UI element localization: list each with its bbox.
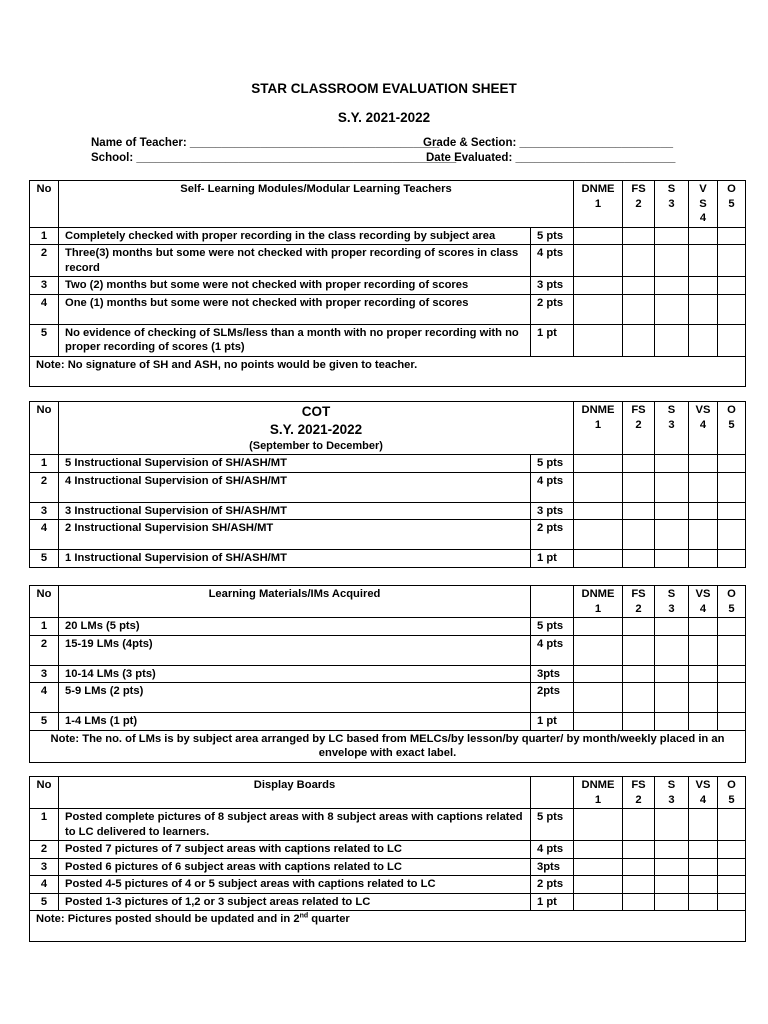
row-number: 3 bbox=[30, 502, 59, 520]
criterion-text: Completely checked with proper recording in the class recording by subject area bbox=[59, 227, 531, 245]
table-row bbox=[30, 635, 746, 665]
rating-header-s: S 3 bbox=[655, 402, 689, 455]
rating-cell-dnme[interactable] bbox=[574, 550, 623, 568]
rating-cell-fs[interactable] bbox=[623, 893, 655, 911]
rating-cell-s[interactable] bbox=[655, 893, 689, 911]
no-header: No bbox=[30, 402, 59, 455]
points-value: 5 pts bbox=[531, 455, 574, 473]
rating-cell-o[interactable] bbox=[718, 683, 746, 713]
criterion-text: 3 Instructional Supervision of SH/ASH/MT bbox=[59, 502, 531, 520]
rating-cell-s[interactable] bbox=[655, 455, 689, 473]
rating-cell-s[interactable] bbox=[655, 876, 689, 894]
cot-school-year: S.Y. 2021-2022 bbox=[269, 422, 363, 437]
rating-cell-dnme[interactable] bbox=[574, 520, 623, 550]
rating-cell-fs[interactable] bbox=[623, 635, 655, 665]
rating-cell-s[interactable] bbox=[655, 841, 689, 859]
cot-title-block bbox=[59, 402, 574, 455]
slm-title: Self- Learning Modules/Modular Learning Teachers bbox=[59, 181, 574, 228]
points-value: 5 pts bbox=[531, 227, 574, 245]
criterion-text: 15-19 LMs (4pts) bbox=[59, 635, 531, 665]
points-value: 4 pts bbox=[531, 841, 574, 859]
rating-cell-o[interactable] bbox=[718, 455, 746, 473]
row-number: 4 bbox=[30, 876, 59, 894]
db-title: Display Boards bbox=[59, 777, 531, 809]
rating-cell-vs[interactable] bbox=[689, 472, 718, 502]
criterion-text: Two (2) months but some were not checked with proper recording of scores bbox=[59, 277, 531, 295]
rating-cell-vs[interactable] bbox=[689, 294, 718, 324]
criterion-text: Posted 4-5 pictures of 4 or 5 subject areas with captions related to LC bbox=[59, 876, 531, 894]
table-header-row bbox=[30, 777, 746, 809]
rating-cell-fs[interactable] bbox=[623, 876, 655, 894]
rating-cell-s[interactable] bbox=[655, 502, 689, 520]
table-row bbox=[30, 294, 746, 324]
table-row bbox=[30, 324, 746, 356]
rating-cell-vs[interactable] bbox=[689, 324, 718, 356]
table-row bbox=[30, 841, 746, 859]
rating-cell-fs[interactable] bbox=[623, 277, 655, 295]
rating-cell-o[interactable] bbox=[718, 876, 746, 894]
rating-cell-dnme[interactable] bbox=[574, 683, 623, 713]
points-value: 3pts bbox=[531, 665, 574, 683]
rating-cell-o[interactable] bbox=[718, 245, 746, 277]
rating-cell-o[interactable] bbox=[718, 858, 746, 876]
rating-cell-fs[interactable] bbox=[623, 455, 655, 473]
criterion-text: Three(3) months but some were not checked with proper recording of scores in class record bbox=[59, 245, 531, 277]
rating-header-vs: VS 4 bbox=[689, 402, 718, 455]
row-number: 5 bbox=[30, 324, 59, 356]
rating-cell-s[interactable] bbox=[655, 809, 689, 841]
no-header: No bbox=[30, 181, 59, 228]
note-row bbox=[30, 911, 746, 942]
points-value: 1 pt bbox=[531, 713, 574, 731]
slm-table bbox=[29, 180, 746, 387]
rating-cell-vs[interactable] bbox=[689, 635, 718, 665]
points-value: 2 pts bbox=[531, 876, 574, 894]
rating-cell-s[interactable] bbox=[655, 635, 689, 665]
rating-cell-s[interactable] bbox=[655, 858, 689, 876]
rating-cell-o[interactable] bbox=[718, 809, 746, 841]
row-number: 4 bbox=[30, 683, 59, 713]
rating-cell-o[interactable] bbox=[718, 227, 746, 245]
school-field: School: __________________________________________________ bbox=[91, 152, 457, 164]
row-number: 4 bbox=[30, 520, 59, 550]
rating-cell-fs[interactable] bbox=[623, 472, 655, 502]
rating-cell-fs[interactable] bbox=[623, 665, 655, 683]
rating-cell-fs[interactable] bbox=[623, 713, 655, 731]
points-value: 3 pts bbox=[531, 502, 574, 520]
cot-table bbox=[29, 401, 746, 568]
school-year: S.Y. 2021-2022 bbox=[337, 110, 431, 125]
rating-cell-dnme[interactable] bbox=[574, 294, 623, 324]
table-row bbox=[30, 876, 746, 894]
points-value: 5 pts bbox=[531, 809, 574, 841]
no-header: No bbox=[30, 586, 59, 618]
rating-cell-o[interactable] bbox=[718, 294, 746, 324]
rating-cell-dnme[interactable] bbox=[574, 809, 623, 841]
table-row bbox=[30, 520, 746, 550]
row-number: 5 bbox=[30, 550, 59, 568]
points-value: 1 pt bbox=[531, 893, 574, 911]
rating-cell-s[interactable] bbox=[655, 294, 689, 324]
display-boards-table bbox=[29, 776, 746, 942]
rating-cell-o[interactable] bbox=[718, 618, 746, 636]
rating-cell-vs[interactable] bbox=[689, 502, 718, 520]
rating-cell-s[interactable] bbox=[655, 520, 689, 550]
table-row bbox=[30, 665, 746, 683]
rating-cell-fs[interactable] bbox=[623, 245, 655, 277]
grade-section-field: Grade & Section: ________________________ bbox=[423, 137, 673, 149]
rating-cell-o[interactable] bbox=[718, 472, 746, 502]
row-number: 1 bbox=[30, 455, 59, 473]
row-number: 1 bbox=[30, 618, 59, 636]
table-row bbox=[30, 683, 746, 713]
points-value: 4 pts bbox=[531, 245, 574, 277]
rating-cell-vs[interactable] bbox=[689, 277, 718, 295]
table-header-row bbox=[30, 586, 746, 618]
date-evaluated-field: Date Evaluated: _________________________ bbox=[426, 152, 676, 164]
table-row bbox=[30, 227, 746, 245]
rating-cell-o[interactable] bbox=[718, 277, 746, 295]
db-note: Note: Pictures posted should be updated and in 2nd quarter bbox=[30, 911, 746, 942]
rating-header-dnme: DNME 1 bbox=[574, 402, 623, 455]
lm-table bbox=[29, 585, 746, 763]
rating-cell-dnme[interactable] bbox=[574, 635, 623, 665]
table-row bbox=[30, 893, 746, 911]
rating-header-s: S 3 bbox=[655, 181, 689, 228]
rating-header-fs: FS 2 bbox=[623, 402, 655, 455]
rating-cell-fs[interactable] bbox=[623, 841, 655, 859]
cot-period: (September to December) bbox=[249, 440, 383, 452]
rating-cell-vs[interactable] bbox=[689, 550, 718, 568]
table-row bbox=[30, 618, 746, 636]
rating-cell-o[interactable] bbox=[718, 893, 746, 911]
rating-cell-s[interactable] bbox=[655, 277, 689, 295]
rating-cell-vs[interactable] bbox=[689, 893, 718, 911]
criterion-text: Posted 6 pictures of 6 subject areas with captions related to LC bbox=[59, 858, 531, 876]
no-header: No bbox=[30, 777, 59, 809]
criterion-text: 20 LMs (5 pts) bbox=[59, 618, 531, 636]
row-number: 3 bbox=[30, 665, 59, 683]
rating-cell-vs[interactable] bbox=[689, 520, 718, 550]
rating-header-o: O 5 bbox=[718, 402, 746, 455]
rating-cell-fs[interactable] bbox=[623, 809, 655, 841]
rating-cell-vs[interactable] bbox=[689, 858, 718, 876]
row-number: 3 bbox=[30, 277, 59, 295]
note-row bbox=[30, 356, 746, 386]
rating-cell-dnme[interactable] bbox=[574, 858, 623, 876]
table-row bbox=[30, 245, 746, 277]
rating-cell-o[interactable] bbox=[718, 324, 746, 356]
slm-note: Note: No signature of SH and ASH, no points would be given to teacher. bbox=[30, 356, 746, 386]
row-number: 3 bbox=[30, 858, 59, 876]
rating-cell-vs[interactable] bbox=[689, 665, 718, 683]
table-row bbox=[30, 277, 746, 295]
rating-header-vs: V S 4 bbox=[689, 181, 718, 228]
rating-cell-o[interactable] bbox=[718, 550, 746, 568]
rating-cell-fs[interactable] bbox=[623, 520, 655, 550]
rating-cell-vs[interactable] bbox=[689, 809, 718, 841]
rating-cell-vs[interactable] bbox=[689, 876, 718, 894]
criterion-text: 5-9 LMs (2 pts) bbox=[59, 683, 531, 713]
rating-header-o: O 5 bbox=[718, 777, 746, 809]
rating-cell-dnme[interactable] bbox=[574, 841, 623, 859]
row-number: 2 bbox=[30, 245, 59, 277]
rating-cell-o[interactable] bbox=[718, 502, 746, 520]
points-header bbox=[531, 586, 574, 618]
rating-cell-vs[interactable] bbox=[689, 713, 718, 731]
points-value: 4 pts bbox=[531, 635, 574, 665]
points-value: 1 pt bbox=[531, 324, 574, 356]
note-row bbox=[30, 730, 746, 762]
points-header bbox=[531, 777, 574, 809]
rating-cell-o[interactable] bbox=[718, 713, 746, 731]
rating-header-dnme: DNME 1 bbox=[574, 181, 623, 228]
criterion-text: Posted 7 pictures of 7 subject areas with captions related to LC bbox=[59, 841, 531, 859]
rating-header-dnme: DNME 1 bbox=[574, 777, 623, 809]
table-row bbox=[30, 455, 746, 473]
row-number: 2 bbox=[30, 472, 59, 502]
criterion-text: 1-4 LMs (1 pt) bbox=[59, 713, 531, 731]
rating-cell-fs[interactable] bbox=[623, 618, 655, 636]
teacher-name-field: Name of Teacher: _______________________________________ bbox=[91, 137, 440, 149]
rating-header-dnme: DNME 1 bbox=[574, 586, 623, 618]
rating-cell-s[interactable] bbox=[655, 245, 689, 277]
points-value: 2 pts bbox=[531, 294, 574, 324]
rating-cell-dnme[interactable] bbox=[574, 665, 623, 683]
criterion-text: 10-14 LMs (3 pts) bbox=[59, 665, 531, 683]
rating-cell-dnme[interactable] bbox=[574, 245, 623, 277]
table-row bbox=[30, 858, 746, 876]
rating-cell-o[interactable] bbox=[718, 520, 746, 550]
table-row bbox=[30, 809, 746, 841]
rating-header-vs: VS 4 bbox=[689, 777, 718, 809]
criterion-text: 5 Instructional Supervision of SH/ASH/MT bbox=[59, 455, 531, 473]
points-value: 2 pts bbox=[531, 520, 574, 550]
rating-cell-o[interactable] bbox=[718, 841, 746, 859]
rating-cell-fs[interactable] bbox=[623, 502, 655, 520]
rating-cell-s[interactable] bbox=[655, 665, 689, 683]
row-number: 2 bbox=[30, 635, 59, 665]
rating-cell-fs[interactable] bbox=[623, 858, 655, 876]
rating-header-o: O 5 bbox=[718, 181, 746, 228]
table-row bbox=[30, 550, 746, 568]
row-number: 1 bbox=[30, 809, 59, 841]
rating-cell-o[interactable] bbox=[718, 665, 746, 683]
rating-cell-dnme[interactable] bbox=[574, 277, 623, 295]
rating-cell-fs[interactable] bbox=[623, 227, 655, 245]
rating-cell-dnme[interactable] bbox=[574, 713, 623, 731]
cot-title: COT bbox=[301, 404, 331, 419]
rating-cell-s[interactable] bbox=[655, 683, 689, 713]
rating-cell-dnme[interactable] bbox=[574, 876, 623, 894]
rating-cell-vs[interactable] bbox=[689, 683, 718, 713]
lm-title: Learning Materials/IMs Acquired bbox=[59, 586, 531, 618]
row-number: 4 bbox=[30, 294, 59, 324]
table-row bbox=[30, 713, 746, 731]
rating-header-fs: FS 2 bbox=[623, 777, 655, 809]
row-number: 1 bbox=[30, 227, 59, 245]
rating-cell-o[interactable] bbox=[718, 635, 746, 665]
row-number: 2 bbox=[30, 841, 59, 859]
rating-cell-fs[interactable] bbox=[623, 683, 655, 713]
points-value: 2pts bbox=[531, 683, 574, 713]
table-row bbox=[30, 502, 746, 520]
rating-cell-dnme[interactable] bbox=[574, 618, 623, 636]
points-value: 4 pts bbox=[531, 472, 574, 502]
rating-cell-s[interactable] bbox=[655, 472, 689, 502]
points-value: 5 pts bbox=[531, 618, 574, 636]
rating-cell-dnme[interactable] bbox=[574, 324, 623, 356]
rating-cell-s[interactable] bbox=[655, 324, 689, 356]
rating-cell-vs[interactable] bbox=[689, 618, 718, 636]
sheet-title: STAR CLASSROOM EVALUATION SHEET bbox=[251, 81, 517, 96]
table-header-row bbox=[30, 181, 746, 228]
table-row bbox=[30, 472, 746, 502]
criterion-text: 4 Instructional Supervision of SH/ASH/MT bbox=[59, 472, 531, 502]
rating-cell-vs[interactable] bbox=[689, 245, 718, 277]
points-value: 3 pts bbox=[531, 277, 574, 295]
rating-header-vs: VS 4 bbox=[689, 586, 718, 618]
rating-cell-s[interactable] bbox=[655, 227, 689, 245]
criterion-text: Posted 1-3 pictures of 1,2 or 3 subject areas related to LC bbox=[59, 893, 531, 911]
row-number: 5 bbox=[30, 713, 59, 731]
rating-cell-s[interactable] bbox=[655, 550, 689, 568]
rating-header-fs: FS 2 bbox=[623, 586, 655, 618]
rating-cell-dnme[interactable] bbox=[574, 227, 623, 245]
rating-header-o: O 5 bbox=[718, 586, 746, 618]
rating-cell-vs[interactable] bbox=[689, 455, 718, 473]
rating-cell-vs[interactable] bbox=[689, 841, 718, 859]
rating-cell-vs[interactable] bbox=[689, 227, 718, 245]
points-value: 1 pt bbox=[531, 550, 574, 568]
table-header-row bbox=[30, 402, 746, 455]
points-value: 3pts bbox=[531, 858, 574, 876]
rating-cell-s[interactable] bbox=[655, 713, 689, 731]
rating-cell-fs[interactable] bbox=[623, 294, 655, 324]
rating-cell-fs[interactable] bbox=[623, 550, 655, 568]
rating-header-s: S 3 bbox=[655, 777, 689, 809]
rating-header-fs: FS 2 bbox=[623, 181, 655, 228]
rating-cell-fs[interactable] bbox=[623, 324, 655, 356]
rating-header-s: S 3 bbox=[655, 586, 689, 618]
rating-cell-dnme[interactable] bbox=[574, 893, 623, 911]
rating-cell-dnme[interactable] bbox=[574, 472, 623, 502]
criterion-text: No evidence of checking of SLMs/less than a month with no proper recording with no proper recording of scores (1 pts) bbox=[59, 324, 531, 356]
criterion-text: 1 Instructional Supervision of SH/ASH/MT bbox=[59, 550, 531, 568]
lm-note: Note: The no. of LMs is by subject area arranged by LC based from MELCs/by lesson/by quarter/ by month/weekly placed in an envelope with exact label. bbox=[30, 730, 746, 762]
rating-cell-s[interactable] bbox=[655, 618, 689, 636]
rating-cell-dnme[interactable] bbox=[574, 502, 623, 520]
criterion-text: Posted complete pictures of 8 subject areas with 8 subject areas with captions related to LC delivered to learners. bbox=[59, 809, 531, 841]
row-number: 5 bbox=[30, 893, 59, 911]
criterion-text: One (1) months but some were not checked with proper recording of scores bbox=[59, 294, 531, 324]
criterion-text: 2 Instructional Supervision SH/ASH/MT bbox=[59, 520, 531, 550]
rating-cell-dnme[interactable] bbox=[574, 455, 623, 473]
